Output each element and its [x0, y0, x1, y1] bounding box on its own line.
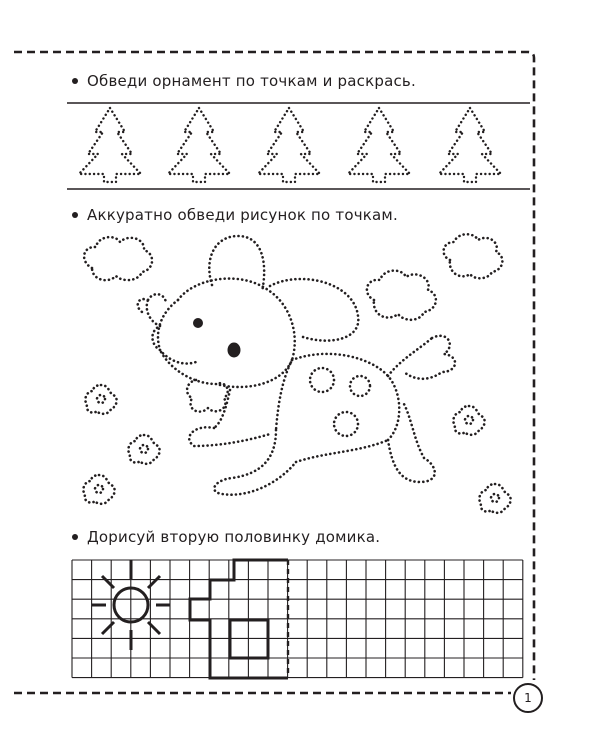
page-number: 1 — [524, 691, 532, 705]
task-3-text: Дорисуй вторую половинку домика. — [87, 528, 381, 546]
page-number-badge — [513, 683, 543, 713]
task-1-text: Обведи орнамент по точкам и раскрась. — [87, 72, 416, 90]
task-2-text: Аккуратно обведи рисунок по точкам. — [87, 206, 398, 224]
